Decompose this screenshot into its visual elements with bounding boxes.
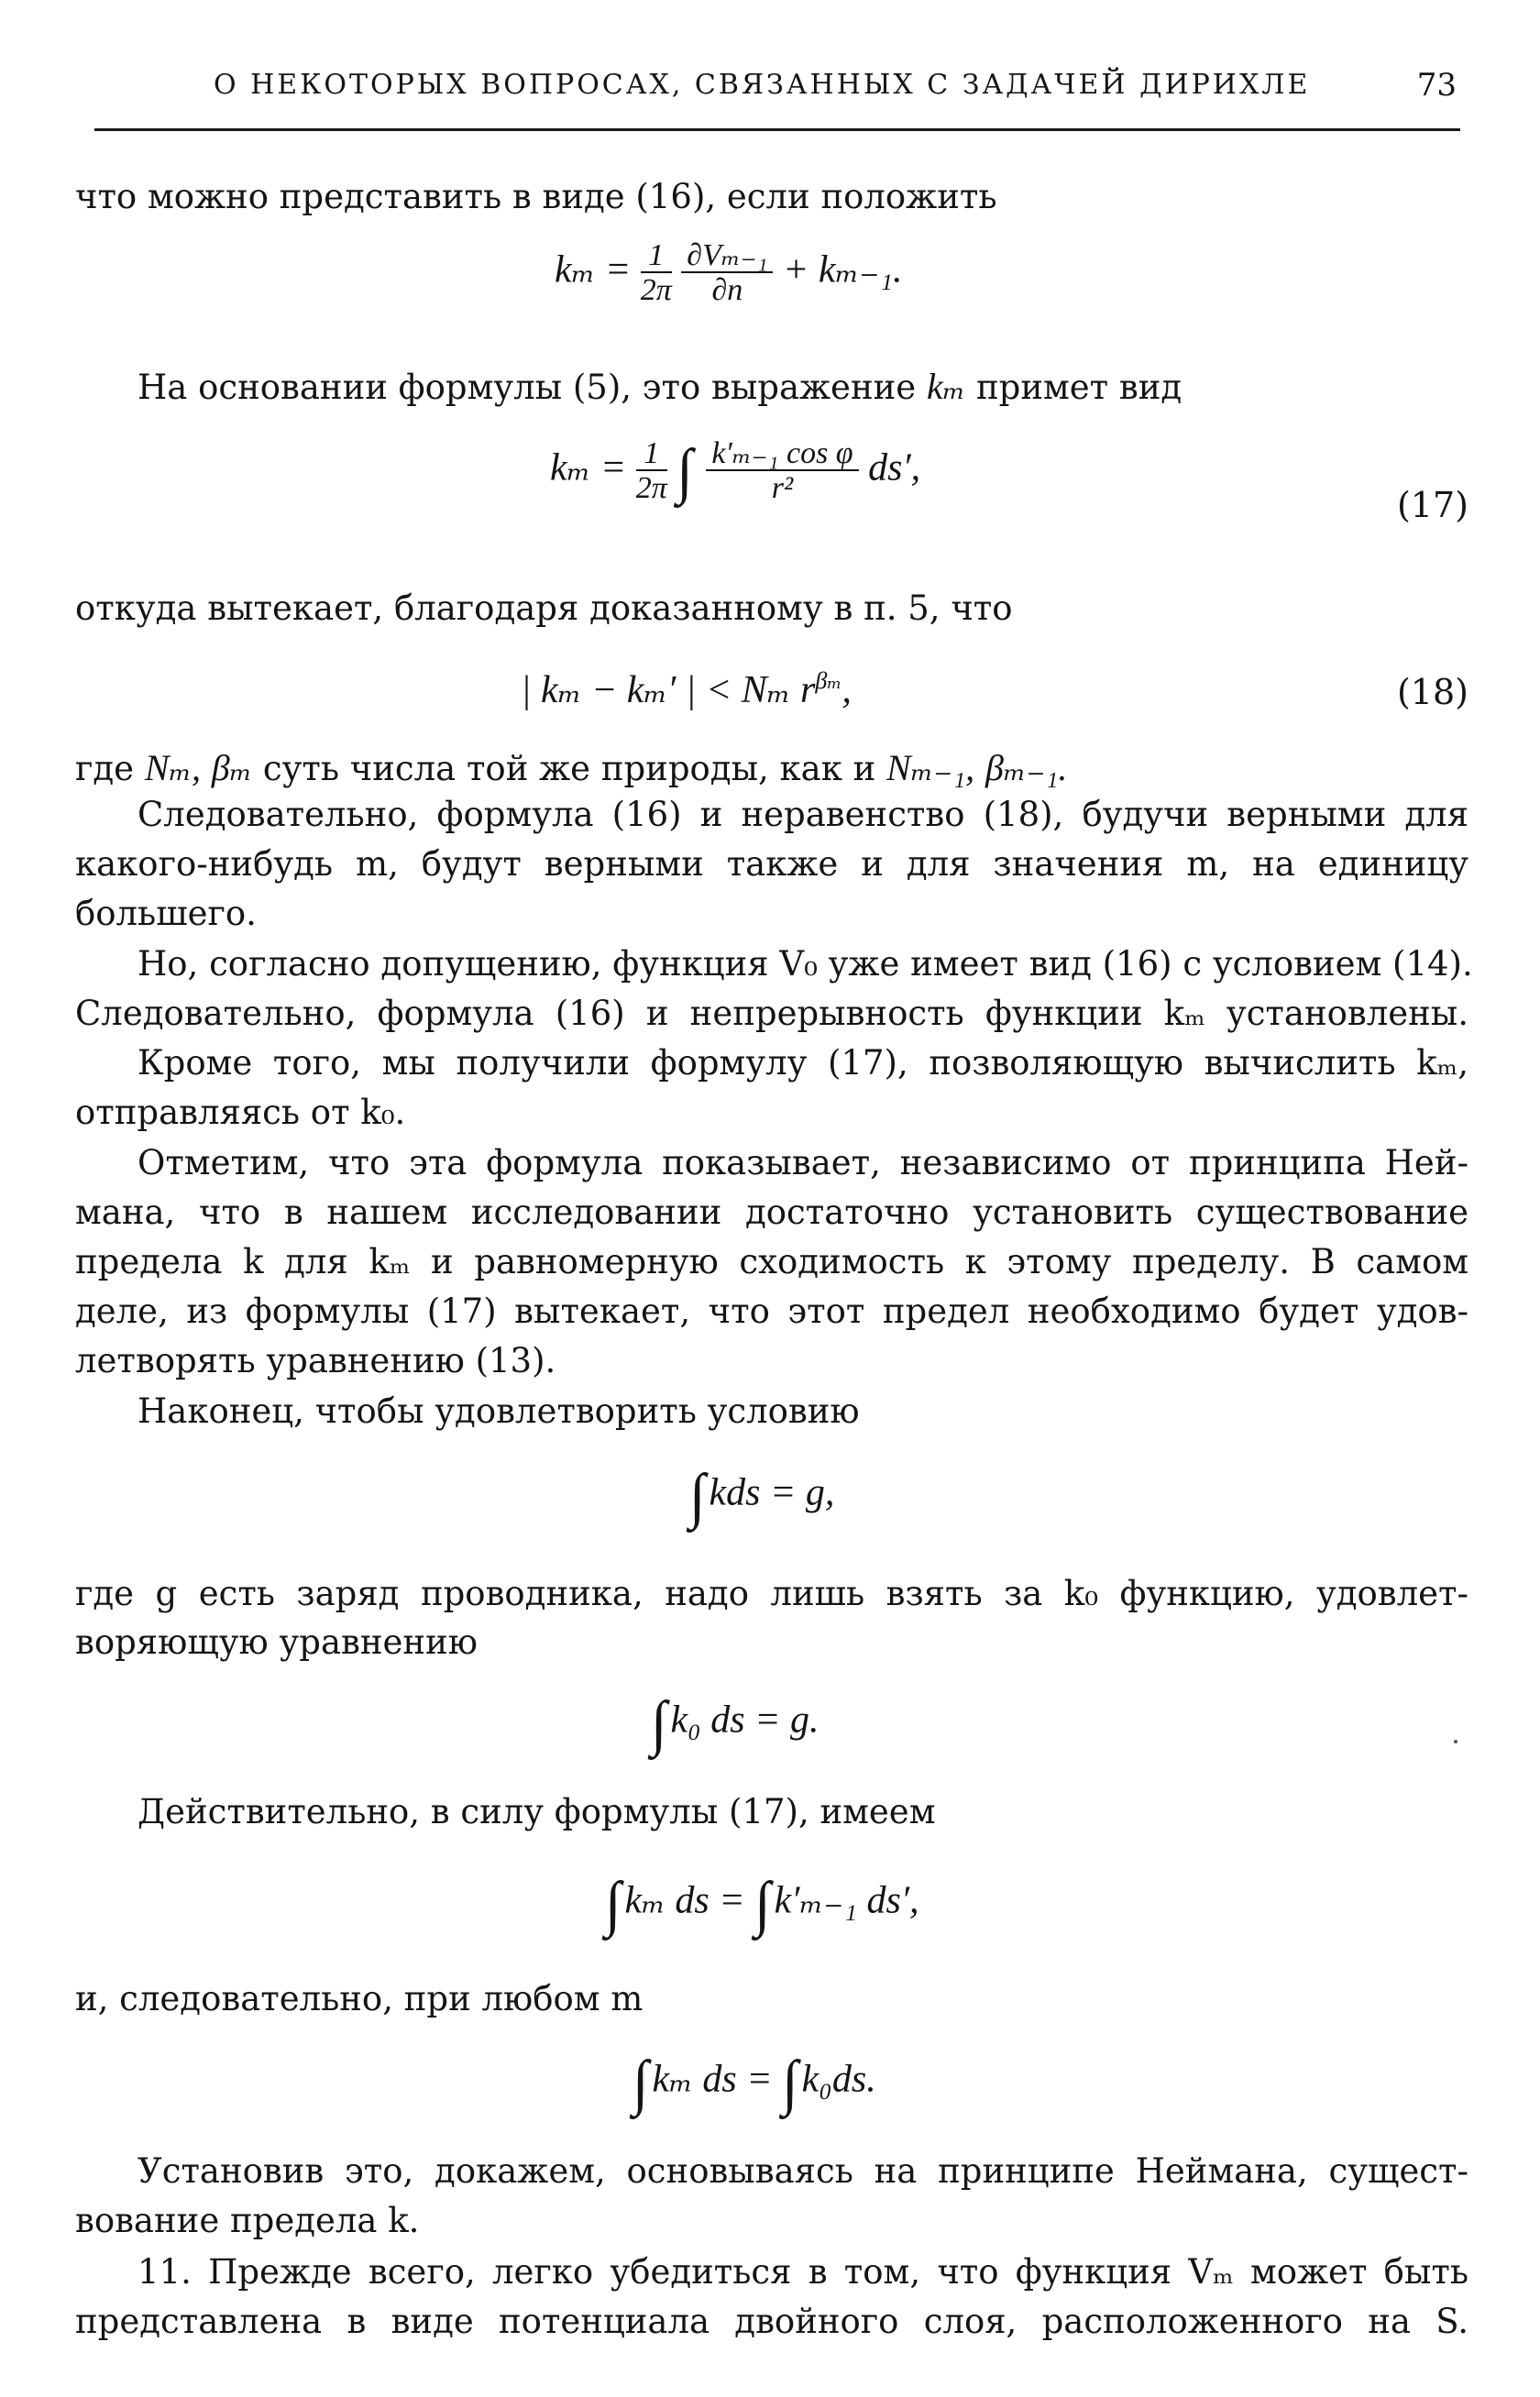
integral-sign: ∫ <box>782 2048 798 2117</box>
fraction-1-over-2pi: $\frac{1}{2\pi}$ <box>635 436 667 505</box>
page-header <box>94 0 1460 131</box>
eq-lhs: kₘ = <box>555 248 632 291</box>
paragraph-line: и, следовательно, при любом m <box>75 1979 644 2018</box>
paragraph-line: Наконец, чтобы удовлетворить условию <box>138 1391 860 1431</box>
paragraph-line: вование предела k. <box>75 2201 420 2240</box>
paragraph-line: деле, из формулы (17) вытекает, что этот предел необходимо будет удов- <box>75 1292 1468 1331</box>
equation-17 <box>550 438 920 504</box>
paragraph-line: На основании формулы (5), это выражение kₘ примет вид <box>138 366 1182 407</box>
paragraph-line: Следовательно, формула (16) и непрерывность функции kₘ установлены. <box>75 994 1468 1033</box>
paragraph-line: предела k для kₘ и равномерную сходимость к этому пределу. В самом <box>75 1242 1468 1281</box>
eq-lhs: kₘ = <box>550 446 627 489</box>
paragraph-line: где g есть заряд проводника, надо лишь взять за k₀ функцию, удовлет- <box>75 1574 1468 1613</box>
integral-sign: ∫ <box>676 436 693 505</box>
equation-km-definition <box>555 240 903 306</box>
eq-rhs: ds′, <box>868 446 921 489</box>
integral-sign: ∫ <box>632 2048 649 2117</box>
paragraph-line: Действительно, в силу формулы (17), имеем <box>138 1792 936 1831</box>
equation-number-18: (18) <box>1396 672 1468 712</box>
section-11-heading-line: 11. Прежде всего, легко убедиться в том, что функция Vₘ может быть <box>138 2252 1468 2292</box>
equation-km-k0: ∫kₘ ds = ∫k₀ds. <box>632 2048 876 2117</box>
paragraph-line: Установив это, докажем, основываясь на принципе Неймана, сущест- <box>138 2151 1468 2191</box>
paragraph-line: Но, согласно допущению, функция V₀ уже имеет вид (16) с условием (14). <box>138 944 1473 984</box>
integral-sign: ∫ <box>689 1461 706 1530</box>
integral-sign: ∫ <box>651 1688 667 1757</box>
paragraph-line: где Nₘ, βₘ суть числа той же природы, как и Nₘ₋₁, βₘ₋₁. <box>75 747 1068 788</box>
page-number: 73 <box>1416 67 1457 104</box>
paragraph-line: летворять уравнению (13). <box>75 1341 556 1380</box>
paragraph-line: Следовательно, формула (16) и неравенство (18), будучи верными для <box>138 795 1468 834</box>
paragraph-line: какого-нибудь m, будут верными также и для значения m, на единицу <box>75 844 1468 884</box>
paragraph-line: Отметим, что эта формула показывает, независимо от принципа Ней- <box>138 1143 1468 1182</box>
paragraph-line: откуда вытекает, благодаря доказанному в п. 5, что <box>75 588 1013 628</box>
paragraph-line: мана, что в нашем исследовании достаточно установить существование <box>75 1193 1468 1232</box>
fraction-integrand: $\frac{\text{k′ₘ₋₁ cos φ}}{\text{r²}}$ <box>706 438 858 504</box>
paragraph-line: представлена в виде потенциала двойного слоя, расположенного на S. <box>75 2302 1468 2341</box>
paragraph-line: большего. <box>75 894 257 933</box>
paragraph-line: воряющую уравнению <box>75 1622 478 1662</box>
integral-sign: ∫ <box>754 1869 771 1938</box>
paragraph-line: что можно представить в виде (16), если положить <box>75 177 997 216</box>
equation-number-17: (17) <box>1396 485 1468 525</box>
equation-charge: ∫kds = g, <box>689 1461 835 1530</box>
paragraph-line: Кроме того, мы получили формулу (17), позволяющую вычислить kₘ, <box>138 1043 1468 1083</box>
integral-sign: ∫ <box>605 1869 622 1938</box>
equation-18: | kₘ − kₘ′ | < Nₘ $r^{\beta_m}$, <box>521 667 852 711</box>
equation-k0: ∫k₀ ds = g. <box>651 1688 820 1757</box>
stray-dot <box>1454 1740 1458 1743</box>
running-title: О НЕКОТОРЫХ ВОПРОСАХ, СВЯЗАННЫХ С ЗАДАЧЕЙ ДИРИХЛЕ <box>214 69 1311 101</box>
equation-km-integral: ∫kₘ ds = ∫k′ₘ₋₁ ds′, <box>605 1869 919 1938</box>
symbol-km: kₘ <box>926 366 966 407</box>
fraction-dV-dn: $\frac{\text{∂Vₘ₋₁}}{\partial n}$ <box>681 240 773 306</box>
eq-rhs: + kₘ₋₁. <box>782 248 903 291</box>
paragraph-line: отправляясь от k₀. <box>75 1093 406 1132</box>
fraction-1-over-2pi: $\frac{1}{2\pi}$ <box>640 238 672 307</box>
